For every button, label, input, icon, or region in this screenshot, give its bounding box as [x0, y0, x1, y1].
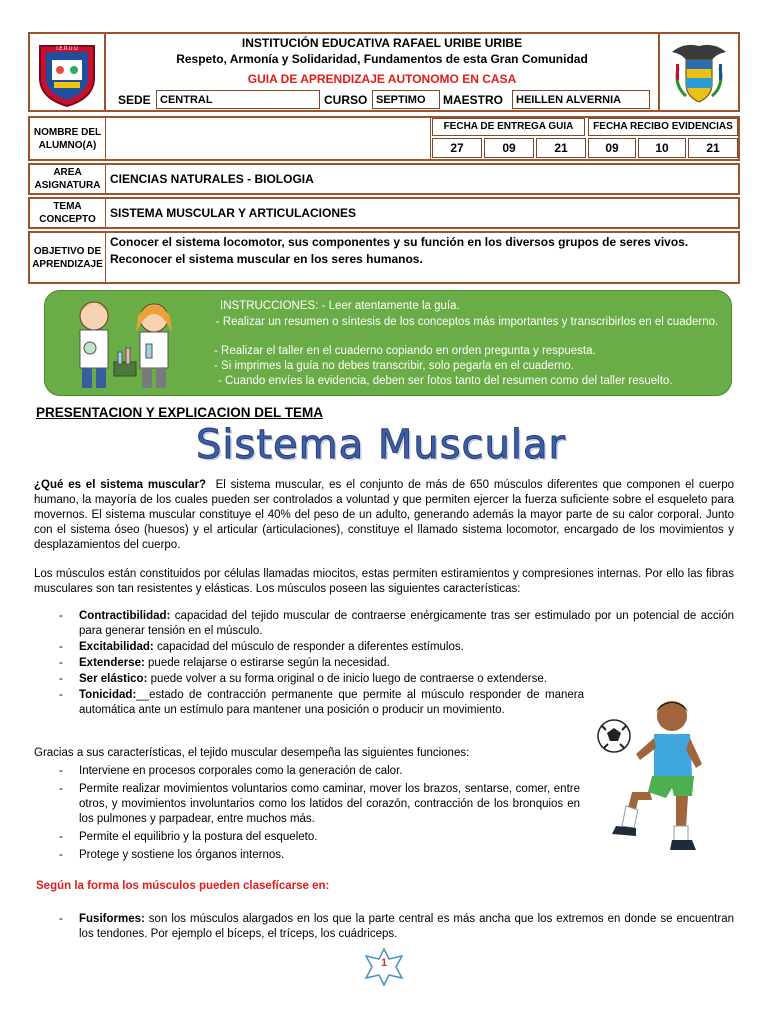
- intro-paragraph: [34, 478, 734, 553]
- functions-intro: Gracias a sus características, el tejido muscular desempeña las siguientes funciones:: [34, 747, 470, 759]
- receipt-year[interactable]: 21: [688, 138, 738, 158]
- list-item: - Interviene en procesos corporales como la generación de calor.: [34, 764, 580, 779]
- svg-text:I.E.R.U.U: I.E.R.U.U: [56, 46, 78, 52]
- main-title: Sistema Muscular: [196, 422, 566, 468]
- list-item: - Contractibilidad: capacidad del tejido muscular de contraerse enérgicamente tras ser estimulado por un potencial de acción para generar tensión en el músculo.: [34, 609, 734, 639]
- list-item: - Ser elástico: puede volver a su forma original o de inicio luego de contraerse o extenderse.: [34, 672, 734, 687]
- instructions-item-3: - Si imprimes la guía no debes transcribir, solo pegarla en el cuaderno.: [214, 360, 574, 372]
- delivery-month[interactable]: 09: [484, 138, 534, 158]
- page-number: 1: [380, 957, 388, 969]
- student-name-field[interactable]: [108, 118, 430, 159]
- section-title: PRESENTACION Y EXPLICACION DEL TEMA: [36, 405, 324, 420]
- receipt-day[interactable]: 09: [588, 138, 636, 158]
- list-item: - Protege y sostiene los órganos internos.: [34, 848, 580, 863]
- instructions-item-1: - Realizar un resumen o síntesis de los conceptos más importantes y transcribirlos en el cuaderno.: [215, 316, 719, 328]
- list-item: - Excitabilidad: capacidad del músculo de responder a diferentes estímulos.: [34, 640, 734, 655]
- colombia-coat-of-arms: [664, 38, 734, 108]
- intro-text: El sistema muscular, es el conjunto de más de 650 músculos diferentes que componen el cuerpo humano, la mayoría de los cuales pueden ser controlados a voluntad y que permiten ejercer la fuerza suficiente sobre el esqueleto para movernos. El sistema muscular constituye el 40% del peso de un adulto, generando además la mayor parte de su calor corporal. Junto con el sistema óseo (huesos) y el articular (articulaciones), constituye el llamado sistema locomotor, encargado de los movimientos y desplazamientos del cuerpo.: [34, 479, 735, 551]
- institution-name: INSTITUCIÓN EDUCATIVA RAFAEL URIBE URIBE: [241, 36, 523, 50]
- list-item: - Permite el equilibrio y la postura del esqueleto.: [34, 830, 580, 845]
- area-value: CIENCIAS NATURALES - BIOLOGIA: [110, 172, 314, 186]
- list-item: - Permite realizar movimientos voluntarios como caminar, mover los brazos, sentarse, comer, entre otros, y movimientos involuntarios como los latidos del corazón, contracción de los bronquios en los pulmones y parpadear, entre muchos más.: [34, 782, 580, 827]
- student-name-label: NOMBRE DEL ALUMNO(A): [30, 118, 106, 159]
- functions-list: [34, 764, 580, 864]
- sede-label: SEDE: [118, 93, 151, 107]
- school-crest-logo: [34, 38, 100, 108]
- institution-motto: Respeto, Armonía y Solidaridad, Fundamentos de esta Gran Comunidad: [176, 52, 588, 66]
- intro-question: ¿Qué es el sistema muscular?: [34, 479, 207, 491]
- soccer-boy-illustration: [592, 688, 712, 856]
- shape-heading: Según la forma los músculos pueden clasefícarse en:: [36, 880, 330, 892]
- delivery-year[interactable]: 21: [536, 138, 586, 158]
- objetivo-line1: Conocer el sistema locomotor, sus componentes y su función en los diversos grupos de seres vivos.: [110, 235, 689, 249]
- instructions-item-2: - Realizar el taller en el cuaderno copiando en orden pregunta y respuesta.: [214, 345, 596, 357]
- student-divider: [430, 116, 431, 161]
- maestro-label: MAESTRO: [443, 93, 503, 107]
- tema-value: SISTEMA MUSCULAR Y ARTICULACIONES: [110, 206, 357, 220]
- receipt-month[interactable]: 10: [638, 138, 686, 158]
- list-item: - Extenderse: puede relajarse o estirarse según la necesidad.: [34, 656, 734, 671]
- objetivo-label: OBJETIVO DE APRENDIZAJE: [30, 233, 106, 282]
- receipt-date-label: FECHA RECIBO EVIDENCIAS: [588, 118, 738, 136]
- sede-field[interactable]: CENTRAL: [156, 90, 320, 109]
- list-item: - Tonicidad:__estado de contracción permanente que permite al músculo responder de manera automática ante un estímulo para mantener una posición o producir un movimiento.: [34, 688, 584, 718]
- delivery-date-label: FECHA DE ENTREGA GUIA: [432, 118, 585, 136]
- kids-scientists-illustration: [56, 292, 190, 396]
- tema-label: TEMA CONCEPTO: [30, 199, 106, 227]
- curso-field[interactable]: SEPTIMO: [372, 90, 440, 109]
- objetivo-line2: Reconocer el sistema muscular en los seres humanos.: [110, 252, 423, 266]
- instructions-item-4: - Cuando envíes la evidencia, deben ser fotos tanto del resumen como del taller resuelto.: [218, 375, 673, 387]
- curso-label: CURSO: [324, 93, 368, 107]
- delivery-day[interactable]: 27: [432, 138, 482, 158]
- paragraph-2: Los músculos están constituidos por células llamadas miocitos, estas permiten estiramientos y compresiones internas. Por ello las fibras musculares son tan resistentes y elásticas. Los músculos poseen las siguientes características:: [34, 568, 734, 595]
- area-label: AREA ASIGNATURA: [30, 165, 106, 193]
- list-item: - Fusiformes: son los músculos alargados en los que la parte central es más ancha que los extremos en donde se encuentran los tendones. Por ejemplo el bíceps, el tríceps, los cuádriceps.: [34, 912, 734, 942]
- instructions-title: INSTRUCCIONES: - Leer atentamente la guía.: [220, 300, 460, 312]
- header-divider-right: [658, 32, 660, 112]
- maestro-field[interactable]: HEILLEN ALVERNIA: [512, 90, 650, 109]
- guide-title: GUIA DE APRENDIZAJE AUTONOMO EN CASA: [247, 72, 517, 86]
- shapes-list: [34, 912, 734, 943]
